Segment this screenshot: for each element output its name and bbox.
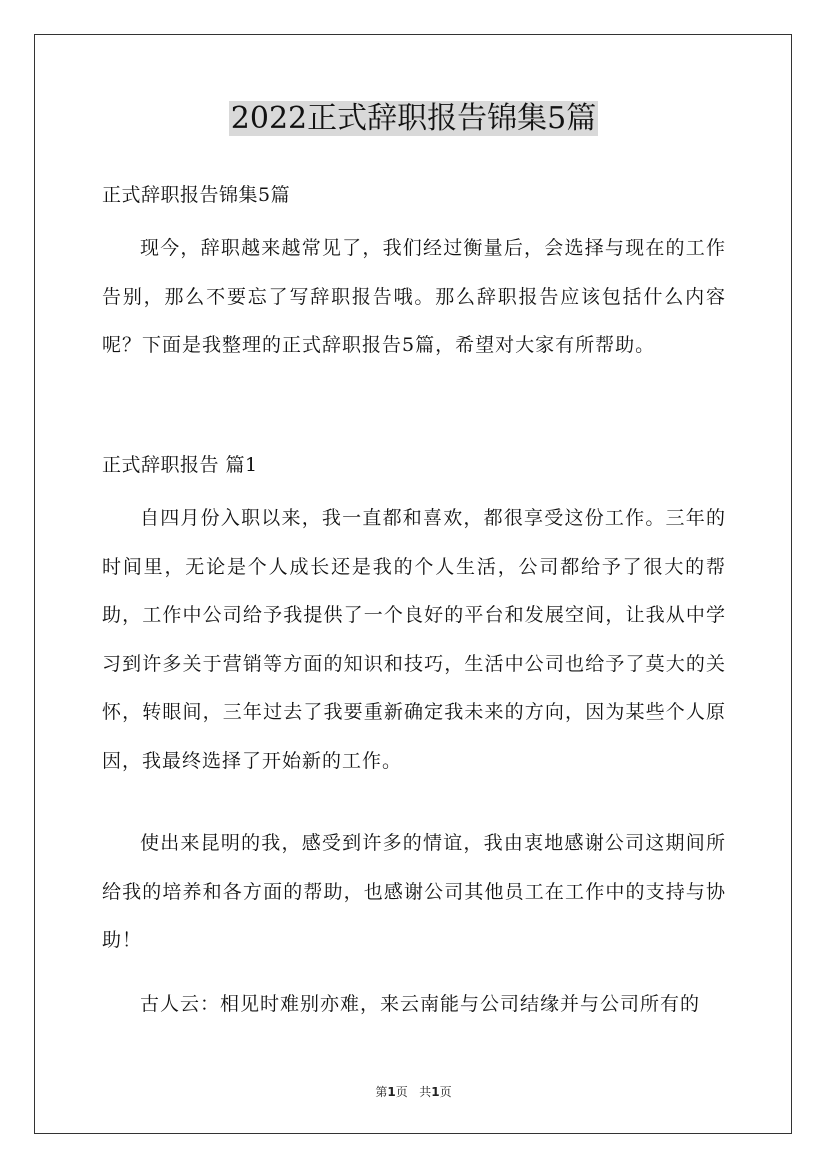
page-number: 1	[387, 1085, 396, 1099]
page-footer	[0, 1083, 827, 1101]
total-label-suffix: 页	[439, 1085, 452, 1099]
section-heading: 正式辞职报告 篇1	[102, 454, 258, 476]
body-paragraph: 自四月份入职以来，我一直都和喜欢，都很享受这份工作。三年的时间里，无论是个人成长还是我的个人生活，公司都给予了很大的帮助，工作中公司给予我提供了一个良好的平台和发展空间，让我从中学习到许多关于营销等方面的知识和技巧，生活中公司也给予了莫大的关怀，转眼间，三年过去了我要重新确定我未来的方向，因为某些个人原因，我最终选择了开始新的工作。	[102, 507, 726, 772]
total-pages: 1	[431, 1085, 440, 1099]
page-label-prefix: 第	[375, 1085, 388, 1099]
document-title	[0, 96, 827, 142]
body-paragraph: 古人云：相见时难别亦难，来云南能与公司结缘并与公司所有的	[140, 993, 701, 1015]
total-label-prefix: 共	[419, 1085, 432, 1099]
document-title-text: 2022正式辞职报告锦集5篇	[230, 101, 597, 136]
intro-paragraph: 现今，辞职越来越常见了，我们经过衡量后，会选择与现在的工作告别，那么不要忘了写辞职报告哦。那么辞职报告应该包括什么内容呢？下面是我整理的正式辞职报告5篇，希望对大家有所帮助。	[102, 237, 726, 356]
body-paragraph: 使出来昆明的我，感受到许多的情谊，我由衷地感谢公司这期间所给我的培养和各方面的帮助，也感谢公司其他员工在工作中的支持与协助！	[102, 832, 726, 951]
page-label-suffix: 页	[395, 1085, 408, 1099]
document-subtitle: 正式辞职报告锦集5篇	[102, 184, 291, 206]
